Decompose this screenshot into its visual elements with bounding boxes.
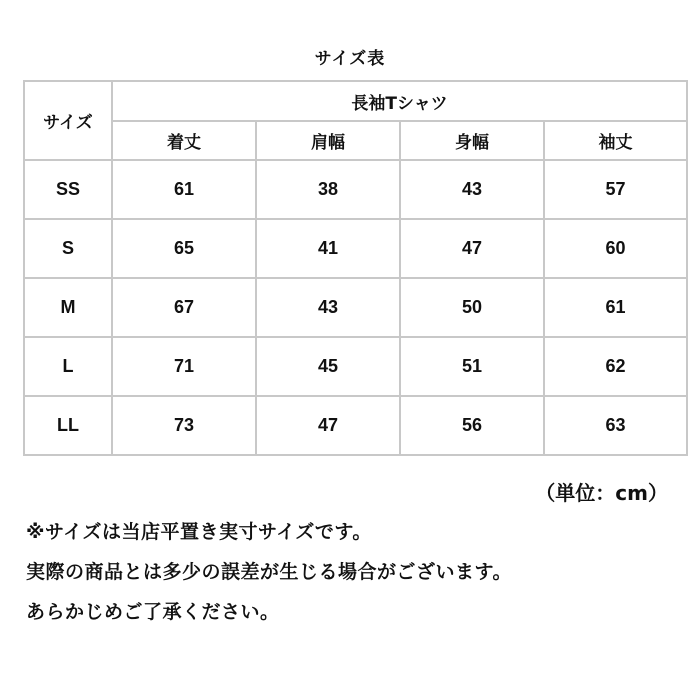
table-cell: 61: [544, 278, 687, 337]
table-row: [24, 219, 687, 278]
table-cell: 61: [112, 160, 256, 219]
table-cell: 43: [400, 160, 544, 219]
table-cell: 67: [112, 278, 256, 337]
table-cell: 43: [256, 278, 400, 337]
page-title: サイズ表: [314, 49, 386, 69]
column-header-shoulder: 肩幅: [256, 121, 400, 160]
table-cell: 50: [400, 278, 544, 337]
unit-label: （単位：cm）: [535, 481, 668, 505]
table-subheader-row: [24, 121, 687, 160]
column-header-chest: 身幅: [400, 121, 544, 160]
table-cell: 60: [544, 219, 687, 278]
table-row: [24, 396, 687, 455]
table-cell: 65: [112, 219, 256, 278]
table-cell: 73: [112, 396, 256, 455]
size-label: SS: [24, 160, 112, 219]
notes: [26, 512, 686, 632]
table-cell: 47: [400, 219, 544, 278]
note-line: あらかじめご了承ください。: [26, 601, 280, 623]
size-table: [23, 80, 688, 456]
size-column-header: サイズ: [24, 81, 112, 160]
size-label: LL: [24, 396, 112, 455]
table-row: [24, 337, 687, 396]
size-label: L: [24, 337, 112, 396]
product-group-header: 長袖Tシャツ: [112, 81, 687, 121]
table-cell: 62: [544, 337, 687, 396]
table-cell: 45: [256, 337, 400, 396]
table-cell: 63: [544, 396, 687, 455]
table-cell: 47: [256, 396, 400, 455]
table-header-row: [24, 81, 687, 121]
table-cell: 41: [256, 219, 400, 278]
table-row: [24, 278, 687, 337]
table-cell: 51: [400, 337, 544, 396]
table-row: [24, 160, 687, 219]
column-header-sleeve: 袖丈: [544, 121, 687, 160]
size-label: S: [24, 219, 112, 278]
size-label: M: [24, 278, 112, 337]
note-line: ※サイズは当店平置き実寸サイズです。: [26, 521, 372, 543]
table-cell: 56: [400, 396, 544, 455]
table-cell: 57: [544, 160, 687, 219]
note-line: 実際の商品とは多少の誤差が生じる場合がございます。: [26, 561, 512, 583]
table-cell: 38: [256, 160, 400, 219]
table-cell: 71: [112, 337, 256, 396]
column-header-length: 着丈: [112, 121, 256, 160]
